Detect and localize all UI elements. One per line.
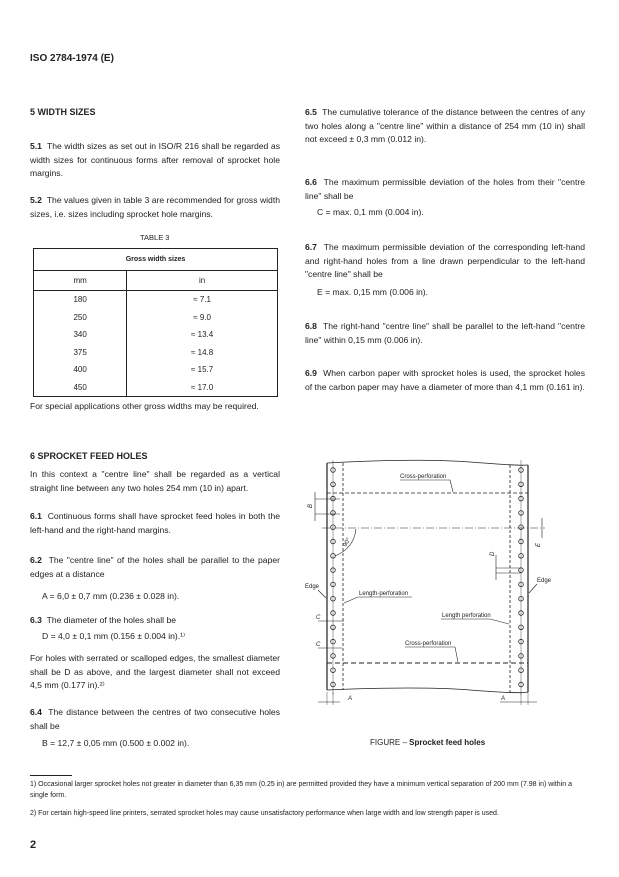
para-number: 6.3 <box>30 615 42 625</box>
label-c1: C <box>316 615 321 621</box>
cell-in: ≈ 7.1 <box>193 295 211 305</box>
label-edge-right: Edge <box>537 578 552 584</box>
para-text: When carbon paper with sprocket holes is used, the sprocket holes of the carbon paper may have a diameter of more than 4,1 mm (0.161 in). <box>305 368 585 392</box>
para-number: 6.1 <box>30 511 42 521</box>
para-text: The right-hand "centre line" shall be parallel to the left-hand "centre line" within 0,15 mm (0.006 in). <box>305 321 585 345</box>
figure-caption <box>370 738 485 747</box>
equation-a: A = 6,0 ± 0,7 mm (0.236 ± 0.028 in). <box>42 591 180 601</box>
para-text: The "centre line" of the holes shall be parallel to the paper edges at a distance <box>30 555 280 579</box>
equation-d: D = 4,0 ± 0,1 mm (0.156 ± 0.004 in).¹⁾ <box>42 631 186 641</box>
label-length-perforation-right: Length perforation <box>442 613 491 619</box>
label-edge-left: Edge <box>305 584 320 590</box>
para-number: 6.9 <box>305 368 317 378</box>
caption-prefix: FIGURE – <box>370 738 410 747</box>
cell-mm: 180 <box>34 291 127 309</box>
para-number: 5.1 <box>30 141 42 151</box>
label-e: E <box>536 542 542 547</box>
cell-mm: 250 <box>34 309 127 327</box>
cell-mm: 375 <box>34 344 127 362</box>
equation-b: B = 12,7 ± 0,05 mm (0.500 ± 0.002 in). <box>42 738 190 748</box>
para-text: The values given in table 3 are recommended for gross width sizes, i.e. sizes including sprocket hole margins. <box>30 195 281 219</box>
cell-mm: 340 <box>34 326 127 344</box>
para-text: The diameter of the holes shall be <box>46 615 177 625</box>
cell-in: ≈ 13.4 <box>191 330 214 340</box>
label-a-left: A <box>348 696 353 702</box>
para-6-3b: For holes with serrated or scalloped edges, the smallest diameter shall be D as above, and the largest diameter shall not exceed 4,5 mm (0.177 in).²⁾ <box>30 653 280 691</box>
section-5-heading: 5 WIDTH SIZES <box>30 107 96 117</box>
para-number: 6.4 <box>30 707 42 717</box>
para-number: 6.5 <box>305 107 317 117</box>
label-a-right: A <box>501 696 506 702</box>
para-text: The width sizes as set out in ISO/R 216 shall be regarded as width sizes for continuous forms after removal of sprocket hole margins. <box>30 141 280 179</box>
cell-mm: 400 <box>34 361 127 379</box>
para-6-intro: In this context a "centre line" shall be regarded as a vertical straight line between any two holes 254 mm (10 in) apart. <box>30 469 280 493</box>
para-number: 6.7 <box>305 242 317 252</box>
equation-c: C = max. 0,1 mm (0.004 in). <box>317 207 424 217</box>
para-number: 6.8 <box>305 321 317 331</box>
cell-in: ≈ 15.7 <box>191 365 214 375</box>
label-d: D <box>490 551 496 556</box>
footnote-1: 1) Occasional larger sprocket holes not greater in diameter than 6,35 mm (0.25 in) are permitted provided they have a minimum vertical separation of 200 mm (7.98 in) within a single form. <box>30 781 572 799</box>
paper-bottom-edge <box>327 688 528 693</box>
paper-top-edge <box>327 460 528 465</box>
para-number: 6.2 <box>30 555 42 565</box>
para-text: Continuous forms shall have sprocket feed holes in both the left-hand and the right-hand margins. <box>30 511 280 535</box>
para-text: The distance between the centres of two consecutive holes shall be <box>30 707 280 731</box>
table-header: Gross width sizes <box>125 256 186 263</box>
section-6-heading: 6 SPROCKET FEED HOLES <box>30 451 148 461</box>
page-number: 2 <box>30 839 37 851</box>
document-header: ISO 2784-1974 (E) <box>30 53 114 64</box>
cell-in: ≈ 17.0 <box>191 382 214 392</box>
footnote-rule <box>30 775 72 776</box>
equation-e: E = max. 0,15 mm (0.006 in). <box>317 287 429 297</box>
table-title: TABLE 3 <box>140 233 170 242</box>
label-b: B <box>308 503 314 508</box>
para-text: The maximum permissible deviation of the corresponding left-hand and right-hand holes from a line drawn perpendicular to the left-hand "centre line" shall be <box>305 242 585 280</box>
label-cross-perforation-top: Cross-perforation <box>400 474 447 480</box>
col-in: in <box>199 276 206 285</box>
para-number: 6.6 <box>305 177 317 187</box>
col-mm: mm <box>34 271 127 291</box>
para-text: The cumulative tolerance of the distance between the centres of any two holes along a "centre line" within a distance of 254 mm (10 in) shall not exceed ± 0,3 mm (0.012 in). <box>305 107 585 145</box>
label-cross-perforation-bottom: Cross-perforation <box>405 641 452 647</box>
cell-mm: 450 <box>34 379 127 397</box>
footnote-2: 2) For certain high-speed line printers, serrated sprocket holes may cause unsatisfactory performance when large width and low strength paper is used. <box>30 810 499 817</box>
label-angle: 90° <box>342 537 353 548</box>
caption-title: Sprocket feed holes <box>409 738 486 747</box>
para-text: The maximum permissible deviation of the holes from their "centre line" shall be <box>305 177 585 201</box>
para-number: 5.2 <box>30 195 42 205</box>
label-length-perforation-left: Length-perforation <box>359 591 409 597</box>
cell-in: ≈ 9.0 <box>193 312 211 322</box>
cell-in: ≈ 14.8 <box>191 347 214 357</box>
label-c2: C <box>316 642 321 648</box>
table-note: For special applications other gross widths may be required. <box>30 401 259 411</box>
